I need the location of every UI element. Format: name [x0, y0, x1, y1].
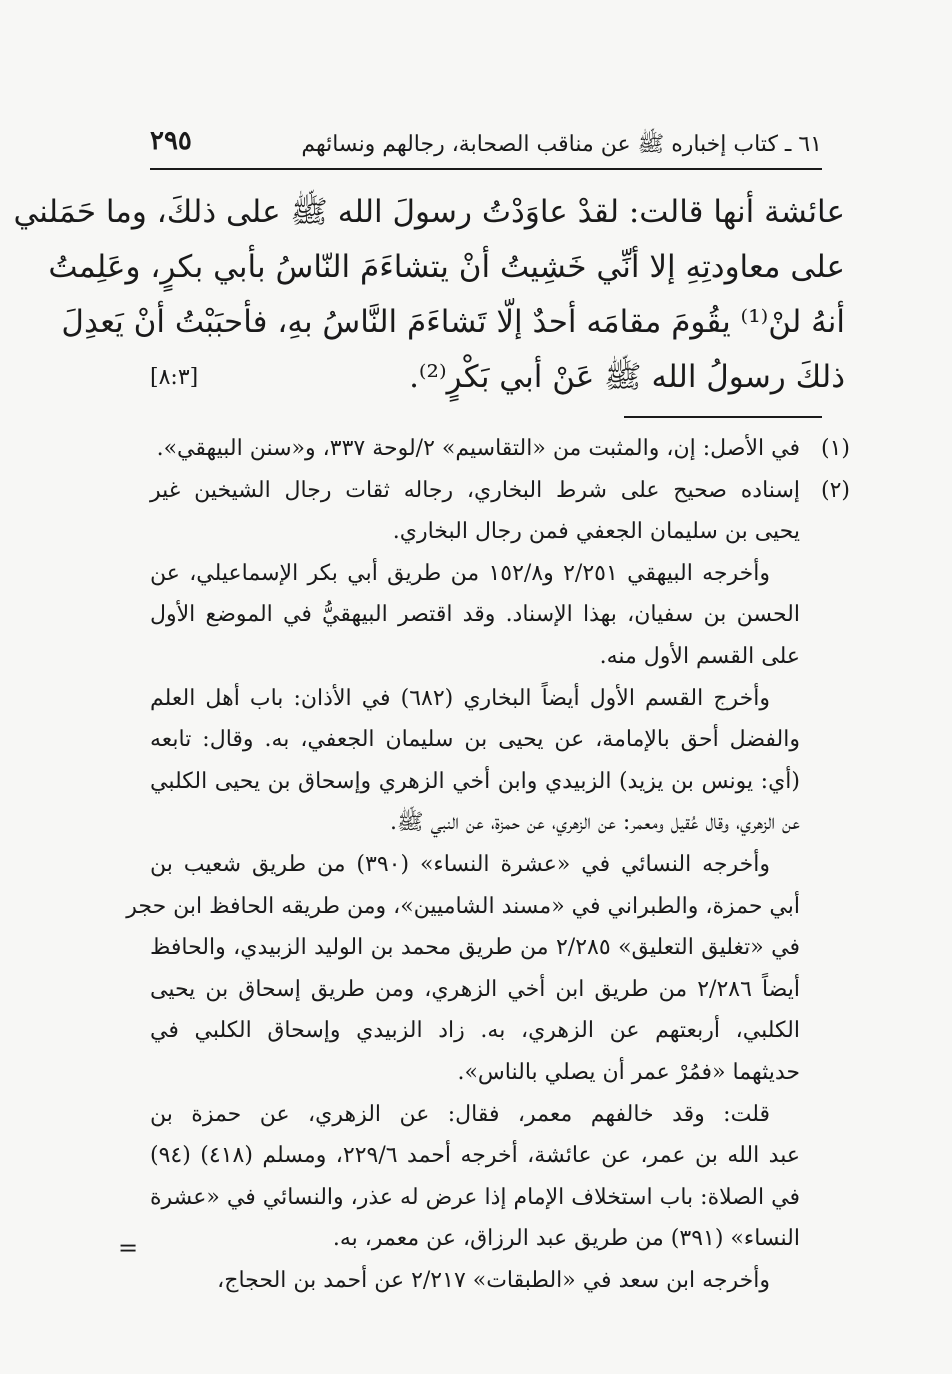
- header-rule: [150, 168, 822, 170]
- footnote-line: [150, 1010, 850, 1052]
- footnote-line: [150, 844, 850, 886]
- footnote-line: [150, 428, 850, 470]
- footnotes: [126, 428, 850, 1301]
- footnote-line: [150, 927, 850, 969]
- main-line: أنهُ لنْ⁽¹⁾ يقُومَ مقامَه أحدٌ إلّا تَشاءَمَ النَّاسُ بهِ، فأحبَبْتُ أنْ يَعدِلَ: [61, 304, 845, 340]
- footnote-text: عن الزهري، وقال عُقيل ومعمر: عن الزهري، عن حمزة، عن النبي ﷺ.: [390, 810, 800, 836]
- footnote-text: في «تغليق التعليق» ٢/٢٨٥ من طريق محمد بن الوليد الزبيدي، والحافظ: [150, 935, 800, 961]
- footnote-line: [150, 802, 850, 844]
- main-line: ذلكَ رسولُ الله ﷺ عَنْ أبي بَكْرٍ⁽²⁾.: [409, 359, 845, 395]
- footnote-text: قلت: وقد خالفهم معمر، فقال: عن الزهري، عن حمزة بن: [150, 1101, 770, 1127]
- footnote-line: [150, 1177, 850, 1219]
- footnote-text: وأخرج القسم الأول أيضاً البخاري (٦٨٢) في الأذان: باب أهل العلم: [150, 685, 770, 711]
- main-line: عائشة أنها قالت: لقدْ عاوَدْتُ رسولَ الله ﷺ على ذلكَ، وما حَمَلني: [13, 194, 845, 230]
- footnote-text: النساء» (٣٩١) من طريق عبد الرزاق، عن معمر، به.: [332, 1226, 800, 1252]
- footnote-line: [150, 636, 850, 678]
- footnote-text: حديثهما «فمُرْ عمر أن يصلي بالناس».: [457, 1059, 800, 1085]
- continuation-mark: =: [118, 1234, 139, 1262]
- footnote-line: [126, 886, 850, 928]
- footnote-text: عبد الله بن عمر، عن عائشة، أخرجه أحمد ٢٢٩/٦، ومسلم (٤١٨) (٩٤): [150, 1143, 800, 1169]
- footnote-line: [150, 1260, 850, 1302]
- footnote-line: [150, 761, 850, 803]
- footnote-rule: [624, 416, 822, 418]
- main-line: على معاودتِهِ إلا أنِّي خَشِيتُ أنْ يتشاءَمَ النّاسُ بأبي بكرٍ، وعَلِمتُ: [48, 249, 845, 285]
- footnote-text: وأخرجه ابن سعد في «الطبقات» ٢/٢١٧ عن أحمد بن الحجاج،: [217, 1267, 770, 1293]
- footnote-line: [150, 1135, 850, 1177]
- footnote-line: [150, 470, 850, 512]
- footnote-text: وأخرجه النسائي في «عشرة النساء» (٣٩٠) من طريق شعيب بن: [150, 851, 770, 877]
- main-text: [13, 185, 845, 405]
- footnote-line: [150, 678, 850, 720]
- footnote-line: [150, 1218, 850, 1260]
- main-line-last: [150, 350, 845, 405]
- page-number: ٢٩٥: [150, 126, 192, 156]
- footnote-text: الكلبي، أربعتهم عن الزهري، به. زاد الزبيدي وإسحاق الكلبي في: [150, 1018, 800, 1044]
- footnote-line: [150, 1052, 850, 1094]
- footnote-number: (١): [820, 436, 850, 461]
- footnote-number: (٢): [820, 477, 850, 503]
- footnote-line: [150, 719, 850, 761]
- footnote-text: إسناده صحيح على شرط البخاري، رجاله ثقات رجال الشيخين غير: [150, 477, 800, 503]
- footnote-line: [150, 1094, 850, 1136]
- footnote-text: يحيى بن سليمان الجعفي فمن رجال البخاري.: [392, 519, 800, 545]
- footnote-line: [150, 969, 850, 1011]
- footnote-text: أيضاً ٢/٢٨٦ من طريق ابن أخي الزهري، ومن طريق إسحاق بن يحيى: [150, 976, 800, 1002]
- footnote-text: (أي: يونس بن يزيد) الزبيدي وابن أخي الزهري وإسحاق بن يحيى الكلبي: [150, 768, 800, 794]
- footnote-line: [150, 511, 850, 553]
- footnote-text: والفضل أحق بالإمامة، عن يحيى بن سليمان الجعفي، به. وقال: تابعه: [150, 727, 800, 753]
- footnote-text: في الأصل: إن، والمثبت من «التقاسيم» ٢/لوحة ٣٣٧، و«سنن البيهقي».: [156, 436, 800, 461]
- footnote-text: الحسن بن سفيان، بهذا الإسناد. وقد اقتصر البيهقيُّ في الموضع الأول: [150, 602, 800, 628]
- footnote-line: [150, 553, 850, 595]
- footnote-text: أبي حمزة، والطبراني في «مسند الشاميين»، ومن طريقه الحافظ ابن حجر: [126, 893, 800, 919]
- footnote-text: على القسم الأول منه.: [599, 643, 800, 669]
- source-reference: [٨:٣]: [150, 365, 199, 390]
- footnote-line: [150, 594, 850, 636]
- footnote-text: في الصلاة: باب استخلاف الإمام إذا عرض له عذر، والنسائي في «عشرة: [150, 1184, 800, 1210]
- chapter-title: ٦١ ـ كتاب إخباره ﷺ عن مناقب الصحابة، رجالهم ونسائهم: [301, 132, 822, 157]
- running-header: [150, 124, 822, 164]
- footnote-text: وأخرجه البيهقي ٢/٢٥١ و١٥٢/٨ من طريق أبي بكر الإسماعيلي، عن: [150, 560, 770, 586]
